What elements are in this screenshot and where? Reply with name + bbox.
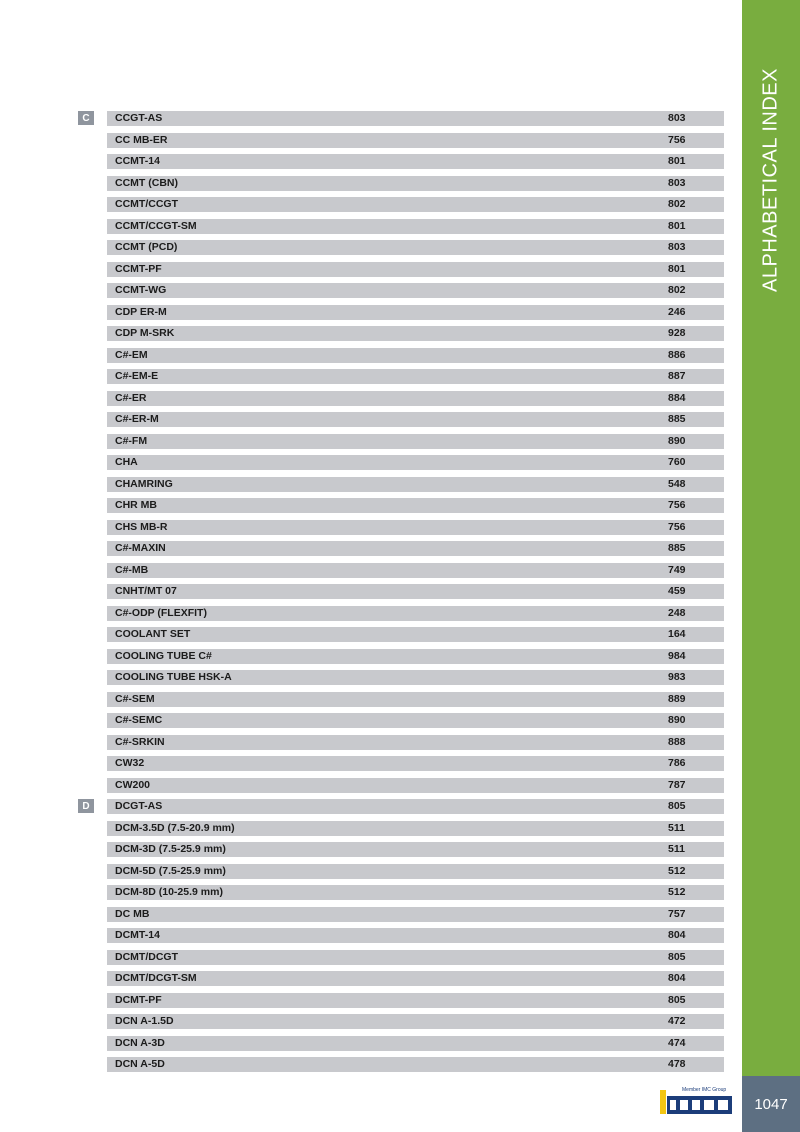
entry-page: 474	[668, 1036, 686, 1049]
index-row	[107, 563, 724, 578]
index-row	[107, 326, 724, 341]
index-row	[107, 305, 724, 320]
entry-page: 512	[668, 886, 686, 898]
index-row	[107, 455, 724, 470]
entry-page: 787	[668, 778, 686, 791]
entry-name: C#-ER	[115, 391, 147, 404]
entry-page: 805	[668, 800, 686, 812]
section-letter-d: D	[78, 799, 94, 813]
entry-page: 886	[668, 348, 686, 361]
entry-name: CCMT/CCGT	[115, 198, 178, 210]
page-number: 1047	[742, 1076, 800, 1132]
entry-name: DC MB	[115, 907, 150, 920]
entry-name: CHS MB-R	[115, 520, 168, 533]
entry-page: 802	[668, 284, 686, 296]
entry-page: 804	[668, 972, 686, 984]
index-row	[107, 262, 724, 277]
index-row	[107, 756, 724, 771]
entry-page: 511	[668, 821, 685, 834]
entry-name: C#-ER-M	[115, 413, 159, 425]
entry-page: 805	[668, 993, 686, 1006]
entry-page: 786	[668, 757, 686, 769]
entry-name: DCM-3D (7.5-25.9 mm)	[115, 843, 226, 855]
entry-name: COOLING TUBE C#	[115, 649, 212, 662]
entry-page: 472	[668, 1015, 686, 1027]
entry-name: DCN A-3D	[115, 1036, 165, 1049]
entry-page: 889	[668, 692, 686, 705]
index-row	[107, 928, 724, 943]
index-row	[107, 412, 724, 427]
entry-page: 885	[668, 413, 686, 425]
entry-page: 802	[668, 198, 686, 210]
entry-page: 511	[668, 843, 685, 855]
entry-name: CC MB-ER	[115, 133, 168, 146]
entry-name: CNHT/MT 07	[115, 585, 177, 597]
index-row	[107, 864, 724, 879]
entry-page: 757	[668, 907, 686, 920]
entry-name: DCM-8D (10-25.9 mm)	[115, 886, 223, 898]
entry-name: COOLING TUBE HSK-A	[115, 671, 232, 683]
entry-name: COOLANT SET	[115, 628, 191, 640]
entry-name: C#-FM	[115, 434, 148, 447]
entry-page: 803	[668, 176, 686, 189]
entry-name: CW200	[115, 778, 151, 791]
entry-page: 805	[668, 950, 686, 963]
index-row	[107, 369, 724, 384]
entry-page: 512	[668, 864, 686, 877]
entry-page: 760	[668, 456, 686, 468]
entry-page: 756	[668, 520, 686, 533]
entry-name: DCMT/DCGT	[115, 950, 178, 963]
index-row	[107, 885, 724, 900]
index-row	[107, 735, 724, 750]
entry-name: CCMT (PCD)	[115, 241, 178, 253]
section-letter-c: C	[78, 111, 94, 125]
entry-page: 749	[668, 563, 686, 576]
entry-page: 803	[668, 112, 686, 124]
entry-name: CHAMRING	[115, 477, 173, 490]
entry-name: C#-MAXIN	[115, 542, 166, 554]
entry-name: CCGT-AS	[115, 112, 163, 124]
entry-name: C#-SEMC	[115, 714, 163, 726]
index-row	[107, 649, 724, 664]
index-row	[107, 692, 724, 707]
entry-name: DCM-3.5D (7.5-20.9 mm)	[115, 821, 235, 834]
index-row	[107, 283, 724, 298]
entry-name: C#-EM	[115, 348, 148, 361]
index-row	[107, 520, 724, 535]
index-row	[107, 799, 724, 814]
index-row	[107, 154, 724, 169]
index-row	[107, 1057, 724, 1072]
index-row	[107, 498, 724, 513]
index-row	[107, 584, 724, 599]
entry-name: DCGT-AS	[115, 800, 163, 812]
index-row	[107, 713, 724, 728]
entry-page: 983	[668, 671, 686, 683]
index-row	[107, 111, 724, 126]
entry-name: C#-ODP (FLEXFIT)	[115, 606, 207, 619]
index-row	[107, 197, 724, 212]
entry-name: DCM-5D (7.5-25.9 mm)	[115, 864, 226, 877]
entry-page: 984	[668, 649, 686, 662]
entry-page: 885	[668, 542, 686, 554]
sidebar-title: ALPHABETICAL INDEX	[759, 68, 782, 292]
entry-name: C#-SRKIN	[115, 735, 165, 748]
index-row	[107, 176, 724, 191]
index-row	[107, 971, 724, 986]
entry-name: CCMT-WG	[115, 284, 167, 296]
entry-name: CDP ER-M	[115, 305, 167, 318]
index-row	[107, 950, 724, 965]
entry-page: 890	[668, 434, 686, 447]
entry-name: DCMT-PF	[115, 993, 162, 1006]
entry-page: 459	[668, 585, 686, 597]
index-row	[107, 1036, 724, 1051]
index-row	[107, 133, 724, 148]
index-row	[107, 541, 724, 556]
index-row	[107, 821, 724, 836]
entry-name: CW32	[115, 757, 145, 769]
entry-page: 890	[668, 714, 686, 726]
entry-page: 248	[668, 606, 686, 619]
index-row	[107, 907, 724, 922]
index-row	[107, 606, 724, 621]
entry-name: DCMT-14	[115, 929, 160, 941]
entry-name: DCN A-5D	[115, 1058, 165, 1070]
index-row	[107, 627, 724, 642]
index-row	[107, 670, 724, 685]
entry-page: 804	[668, 929, 686, 941]
index-row	[107, 240, 724, 255]
entry-name: CCMT-PF	[115, 262, 162, 275]
entry-page: 928	[668, 327, 686, 339]
entry-page: 756	[668, 133, 686, 146]
entry-page: 801	[668, 219, 686, 232]
entry-page: 801	[668, 155, 686, 167]
entry-name: C#-SEM	[115, 692, 155, 705]
entry-name: CHR MB	[115, 499, 157, 511]
entry-page: 164	[668, 628, 686, 640]
entry-name: CDP M-SRK	[115, 327, 175, 339]
index-row	[107, 778, 724, 793]
index-row	[107, 842, 724, 857]
index-row	[107, 219, 724, 234]
brand-tagline: Member IMC Group	[682, 1087, 727, 1093]
entry-page: 887	[668, 370, 686, 382]
index-row	[107, 434, 724, 449]
entry-name: C#-MB	[115, 563, 149, 576]
index-row	[107, 993, 724, 1008]
entry-page: 888	[668, 735, 686, 748]
entry-name: DCMT/DCGT-SM	[115, 972, 197, 984]
entry-page: 548	[668, 477, 686, 490]
index-row	[107, 1014, 724, 1029]
entry-name: CHA	[115, 456, 138, 468]
index-row	[107, 391, 724, 406]
entry-page: 801	[668, 262, 686, 275]
index-row	[107, 348, 724, 363]
entry-page: 756	[668, 499, 686, 511]
entry-name: CCMT (CBN)	[115, 176, 178, 189]
entry-page: 478	[668, 1058, 686, 1070]
entry-page: 884	[668, 391, 686, 404]
entry-name: C#-EM-E	[115, 370, 159, 382]
entry-name: CCMT/CCGT-SM	[115, 219, 197, 232]
index-row	[107, 477, 724, 492]
entry-page: 803	[668, 241, 686, 253]
entry-name: DCN A-1.5D	[115, 1015, 174, 1027]
entry-page: 246	[668, 305, 686, 318]
entry-name: CCMT-14	[115, 155, 160, 167]
